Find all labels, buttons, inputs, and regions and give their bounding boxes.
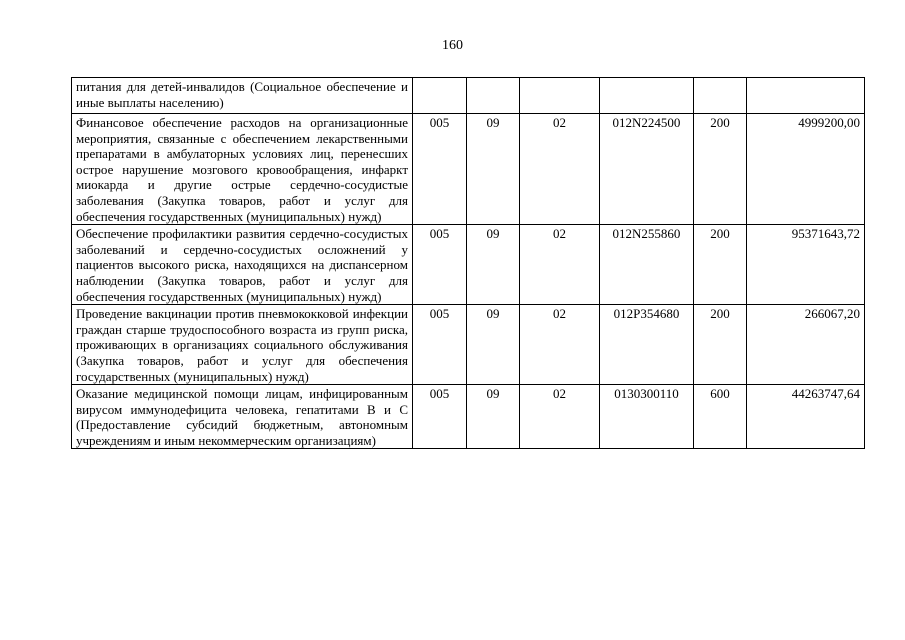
- row-amount: 4999200,00: [747, 114, 865, 225]
- row-amount: 266067,20: [747, 305, 865, 385]
- row-section-code: 09: [467, 305, 520, 385]
- row-description: Оказание медицинской помощи лицам, инфицированным вирусом иммунодефицита человека, гепатитами В и С (Предоставление субсидий бюджетным, автономным учреждениям и иным некоммерческим организациям): [72, 385, 413, 449]
- table-row: [72, 114, 865, 225]
- row-subsection-code: [520, 78, 600, 114]
- row-target-code: 012P354680: [600, 305, 694, 385]
- row-subsection-code: 02: [520, 305, 600, 385]
- row-target-code: 012N255860: [600, 225, 694, 305]
- table-row: [72, 305, 865, 385]
- row-description: Проведение вакцинации против пневмококковой инфекции граждан старше трудоспособного возраста из групп риска, проживающих в организациях социального обслуживания (Закупка товаров, работ и услуг для обеспечения государственных (муниципальных) нужд): [72, 305, 413, 385]
- table-row: [72, 385, 865, 449]
- row-description: Обеспечение профилактики развития сердечно-сосудистых заболеваний и сердечно-сосудистых осложнений у пациентов высокого риска, находящихся на диспансерном наблюдении (Закупка товаров, работ и услуг для обеспечения государственных (муниципальных) нужд): [72, 225, 413, 305]
- row-ministry-code: 005: [413, 305, 467, 385]
- row-amount: 95371643,72: [747, 225, 865, 305]
- row-ministry-code: [413, 78, 467, 114]
- row-ministry-code: 005: [413, 385, 467, 449]
- row-type-code: 200: [694, 305, 747, 385]
- row-type-code: 600: [694, 385, 747, 449]
- row-subsection-code: 02: [520, 385, 600, 449]
- row-type-code: 200: [694, 225, 747, 305]
- table-row: [72, 225, 865, 305]
- row-section-code: [467, 78, 520, 114]
- row-target-code: 012N224500: [600, 114, 694, 225]
- row-amount: 44263747,64: [747, 385, 865, 449]
- row-type-code: 200: [694, 114, 747, 225]
- row-type-code: [694, 78, 747, 114]
- row-section-code: 09: [467, 225, 520, 305]
- row-description: питания для детей-инвалидов (Социальное обеспечение и иные выплаты населению): [72, 78, 413, 114]
- row-section-code: 09: [467, 385, 520, 449]
- row-subsection-code: 02: [520, 225, 600, 305]
- row-ministry-code: 005: [413, 225, 467, 305]
- row-ministry-code: 005: [413, 114, 467, 225]
- row-description: Финансовое обеспечение расходов на организационные мероприятия, связанные с обеспечением лекарственными препаратами в амбулаторных условиях лиц, перенесших острое нарушение мозгового кровообращения, инфаркт миокарда и другие острые сердечно-сосудистые заболевания (Закупка товаров, работ и услуг для обеспечения государственных (муниципальных) нужд): [72, 114, 413, 225]
- budget-table: [71, 77, 865, 449]
- page-number: 160: [442, 38, 463, 53]
- row-subsection-code: 02: [520, 114, 600, 225]
- row-target-code: 0130300110: [600, 385, 694, 449]
- row-section-code: 09: [467, 114, 520, 225]
- row-amount: [747, 78, 865, 114]
- row-target-code: [600, 78, 694, 114]
- table-row: [72, 78, 865, 114]
